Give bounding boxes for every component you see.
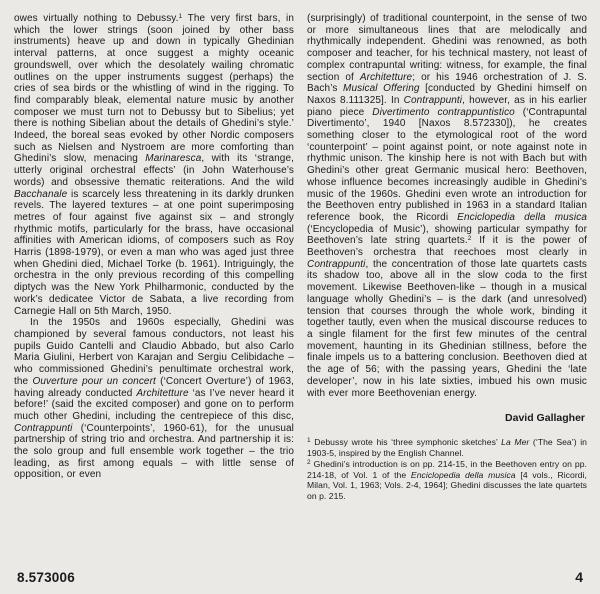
footnotes (307, 437, 587, 502)
page-number: 4 (575, 569, 583, 585)
page-footer (0, 569, 600, 585)
right-column (307, 13, 587, 502)
left-paragraph-2: In the 1950s and 1960s especially, Ghedini was championed by several famous conductors, not least his pupils Guido Cantelli and Claudio Abbado, but also Carlo Maria Giulini, Herbert von Karajan and Sergiu Celibidache – who commissioned Ghedini’s penultimate orchestral work, the Ouverture pour un concert (‘Concert Overture’) of 1963, having already conducted Architetture ‘as I’ve never heard it before!’ (said the excited composer) and gone on to perform much other Ghedini, including the centrepiece of this disc, Contrappunti (‘Counterpoints’, 1960-61), for the unusual partnership of string trio and orchestra. And partnership it is: the solo group and full ensemble work together – the trio leading, as first among equals – with little sense of opposition, or even (14, 317, 294, 481)
catalog-number: 8.573006 (17, 570, 75, 585)
author-byline: David Gallagher (505, 412, 585, 425)
right-paragraph-1: (surprisingly) of traditional counterpoint, in the sense of two or more simultaneous lines that are melodically and rhythmically independent. Ghedini was renowned, as both composer and teacher, for his technical mastery, not least of complex contrapuntal writing: witness, for example, the final section of Architetture; or his 1946 orchestration of J. S. Bach’s Musical Offering [conducted by Ghedini himself on Naxos 8.111325]. In Contrappunti, however, as in his earlier piano piece Divertimento contrappuntistico (‘Contrapuntal Divertimento’, 1940 [Naxos 8.572330]), he creates something closer to the etymological root of the word ‘counterpoint’ – point against point, or note against note in rhythmic unison. The kinship here is not with Bach but with Ghedini’s other great Germanic musical hero: Beethoven, whose influence becomes increasingly audible in Ghedini’s music of the 1960s. Ghedini even wrote an introduction for the Beethoven entry published in 1963 in a standard Italian reference book, the Ricordi Enciclopedia della musica (‘Encyclopedia of Music’), showing particular sympathy for Beethoven’s late string quartets.$^2$ If it is the power of Beethoven’s orchestra that reechoes most clearly in Contrappunti, the concentration of those late quartets casts its shadow too, above all in the slow coda to the first movement. Likewise Beethoven-like – though in a musical language wholly Ghedini’s – is the dark (and unresolved) tension that courses through the whole work, binding it together tautly, even when the musical discourse reduces to a single filament for the first few minutes of the central movement, haunting in its Ghedinian stillness, before the finale impels us to a battering conclusion. Beethoven died at the age of 56; with the passing years, Ghedini the ‘late developer’, now in his late sixties, imbued his own music with ever more Beethovenian energy. (307, 13, 588, 399)
footnote-1: $^1$ Debussy wrote his ‘three symphonic sketches’ La Mer (‘The Sea’) in 1903-5, inspired by the English Channel. (307, 437, 587, 458)
footnote-2: $^2$ Ghedini’s introduction is on pp. 214-15, in the Beethoven entry on pp. 214-18, of Vol. 1 of the Enciclopedia della musica [4 vols., Ricordi, Milan, Vol. 1, 1963; Vols. 2-4, 1964]; Ghedini discusses the late quartets on p. 215. (307, 458, 587, 502)
left-paragraph-1: owes virtually nothing to Debussy.$^1$ The very first bars, in which the lower strings (soon joined by other bass instruments) heave up and down in typically Ghedinian interval patterns, at once suggest a mighty oceanic groundswell, over which the desolately wailing chromatic outlines on the upper instruments suggest (perhaps) the cries of sea birds or the whistling of wind in the rigging. To find comparably bleak, elemental nature music by another composer we must turn not to Debussy but to Sibelius; yet there is nothing Sibelian about the details of Ghedini’s style.’ Indeed, the boreal seas evoked by other Nordic composers such as Nielsen and Nystroem are more comforting than Ghedini’s slow, menacing Marinaresca, with its ‘strange, utterly original orchestral effects’ (in John Waterhouse’s words) and obsessive thematic reiterations. And the wild Bacchanale is scarcely less threatening in its darkly drunken revels. The layered textures – at one point superimposing metres of four against five against six – and strongly rhythmic motifs, particularly for the brass, have occasional affinities with American idioms, of composers such as Roy Harris (1898-1979), or even a man who was aged just three when Ghedini died, Michael Torke (b. 1961). Intriguingly, the orchestra in the only previous recording of this compelling diptych was the New York Philharmonic, conducted by the work’s dedicatee Victor de Sabata, a live recording from Carnegie Hall on 5th March, 1950. (14, 13, 294, 317)
left-column (14, 13, 294, 502)
